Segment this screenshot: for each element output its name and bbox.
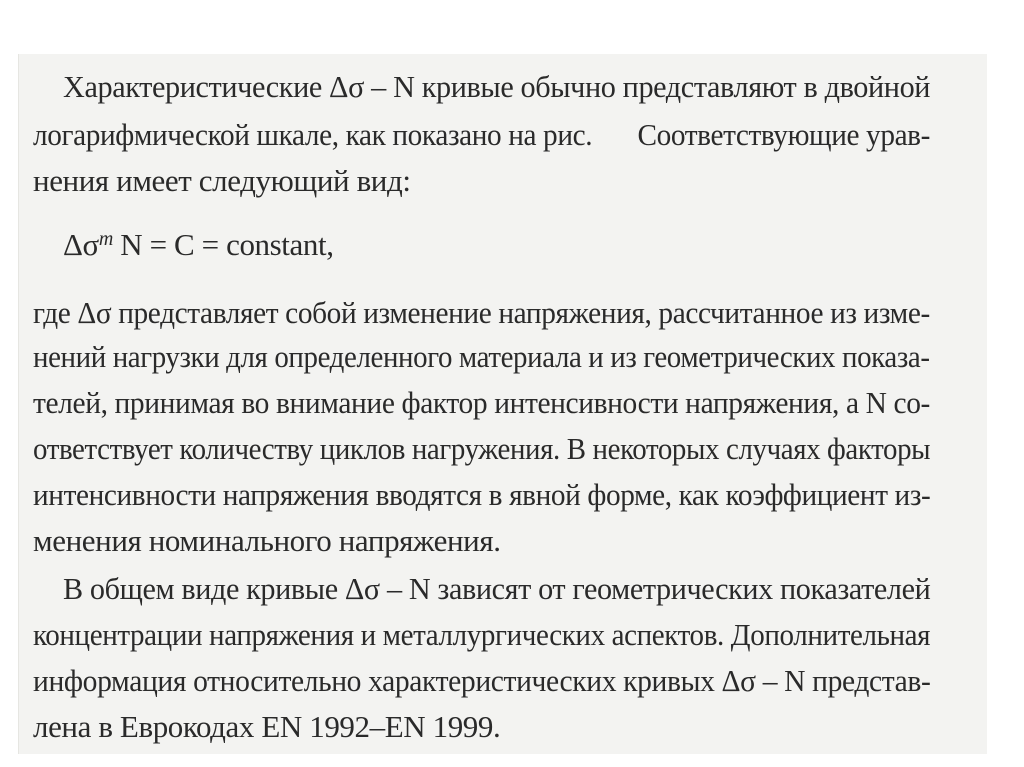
equation [63,228,334,262]
paragraph-3-line-2: концентрации напряжения и металлургических аспектов. Дополнительная [33,617,931,652]
paragraph-2-line-1: где Δσ представляет собой изменение напряжения, рассчитанное из изме- [33,295,930,330]
paragraph-1-line-2 [33,118,930,152]
paragraph-1-line-3: нения имеет следующий вид: [33,163,411,198]
paragraph-2-line-5: интенсивности напряжения вводятся в явной форме, как коэффициент из- [33,477,931,512]
line-2-part-2: Соответствующие урав- [637,117,931,152]
paragraph-2-line-3: телей, принимая во внимание фактор интенсивности напряжения, а N со- [33,385,930,420]
paragraph-1-line-1: Характеристические Δσ – N кривые обычно представляют в двойной [63,69,931,104]
paragraph-3-line-3: информация относительно характеристических кривых Δσ – N представ- [33,663,931,698]
equation-rest: N = C = constant, [112,227,334,262]
equation-delta-sigma: Δσ [63,227,99,262]
equation-exponent: m [98,228,113,250]
paragraph-2-line-6: менения номинального напряжения. [33,523,501,558]
paragraph-2-line-4: ответствует количеству циклов нагружения. В некоторых случаях факторы [33,431,931,466]
line-2-part-1: логарифмической шкале, как показано на рис. [33,117,593,152]
paragraph-3-line-4: лена в Еврокодах EN 1992–EN 1999. [33,709,501,744]
paragraph-2-line-2: нений нагрузки для определенного материала и из геометрических показа- [33,339,930,374]
paragraph-3-line-1: В общем виде кривые Δσ – N зависят от геометрических показателей [63,571,931,606]
